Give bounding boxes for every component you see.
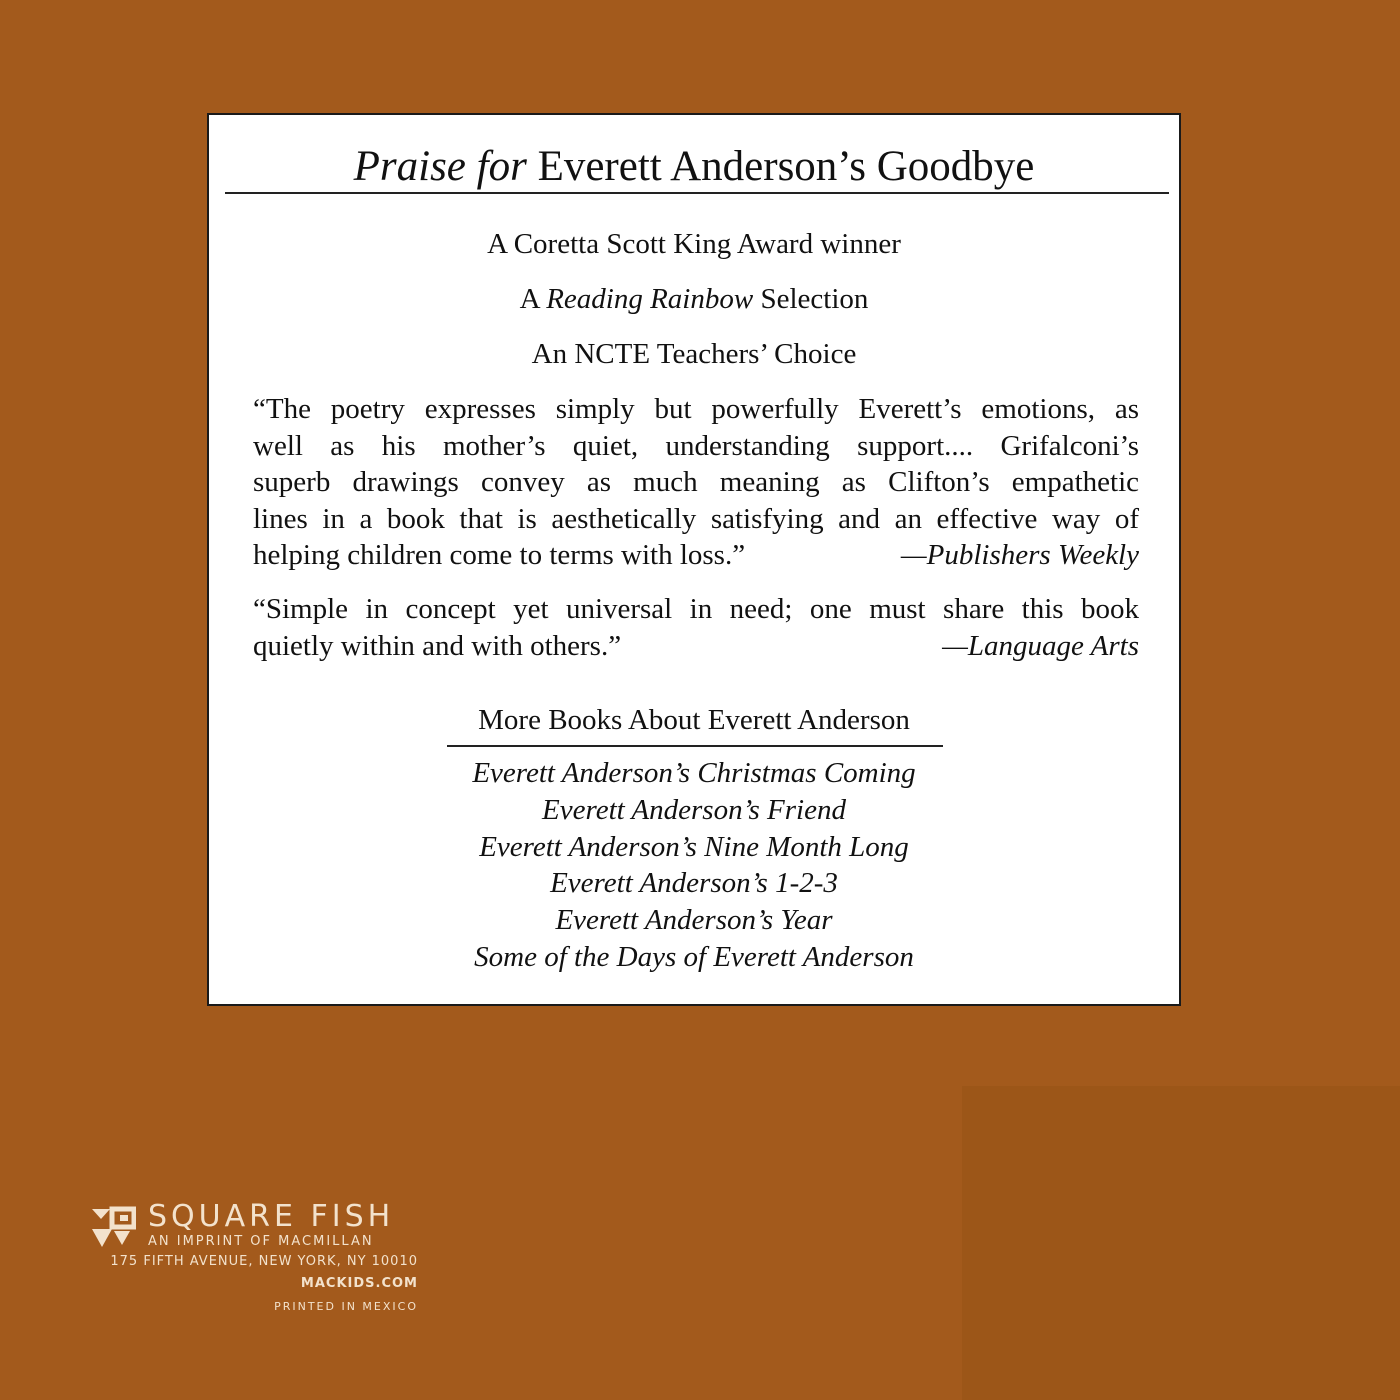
quote-publishers-weekly bbox=[253, 391, 1139, 574]
quote-last-line bbox=[253, 628, 1139, 665]
book-title: Everett Anderson’s Friend bbox=[542, 793, 846, 826]
quote-source: —Publishers Weekly bbox=[900, 539, 1139, 571]
award-italic: Reading Rainbow bbox=[546, 283, 754, 315]
quote-line: lines in a book that is aesthetically satisfying and an effective way of bbox=[253, 502, 1139, 535]
quote-line: “The poetry expresses simply but powerfully Everett’s emotions, as bbox=[253, 393, 1139, 425]
book-title: Some of the Days of Everett Anderson bbox=[474, 940, 914, 973]
award-text: An NCTE Teachers’ Choice bbox=[531, 338, 857, 370]
praise-panel bbox=[207, 113, 1181, 1006]
title-prefix: Praise for bbox=[353, 143, 527, 190]
more-books-divider bbox=[447, 745, 943, 747]
quote-last-line bbox=[253, 537, 1139, 574]
award-line-2 bbox=[209, 281, 1179, 317]
quote-line: superb drawings convey as much meaning as Clifton’s empathetic bbox=[253, 466, 1139, 498]
book-title: Everett Anderson’s 1-2-3 bbox=[550, 867, 838, 900]
more-books-heading: More Books About Everett Anderson bbox=[478, 704, 910, 736]
award-line-1 bbox=[209, 226, 1179, 262]
square-fish-logo-icon bbox=[90, 1205, 136, 1249]
book-title: Everett Anderson’s Year bbox=[555, 904, 833, 937]
publisher-website: MACKIDS.COM bbox=[300, 1276, 418, 1291]
more-books-list bbox=[209, 755, 1179, 976]
quote-language-arts bbox=[253, 591, 1139, 664]
quote-line: helping children come to terms with loss.” bbox=[253, 539, 746, 571]
quote-line: well as his mother’s quiet, understanding support.... Grifalconi’s bbox=[253, 429, 1139, 462]
award-text: A Coretta Scott King Award winner bbox=[487, 228, 901, 260]
quote-source: —Language Arts bbox=[942, 629, 1139, 662]
quote-line: quietly within and with others.” bbox=[253, 629, 622, 662]
panel-title bbox=[209, 141, 1179, 193]
title-book-name: Everett Anderson’s Goodbye bbox=[537, 143, 1035, 190]
title-divider bbox=[225, 192, 1169, 194]
publisher-name: SQUARE FISH bbox=[148, 1199, 395, 1234]
book-title: Everett Anderson’s Christmas Coming bbox=[472, 757, 916, 789]
printed-in: PRINTED IN MEXICO bbox=[274, 1300, 418, 1313]
publisher-address: 175 FIFTH AVENUE, NEW YORK, NY 10010 bbox=[110, 1254, 418, 1269]
background-shade bbox=[962, 1086, 1400, 1400]
book-title: Everett Anderson’s Nine Month Long bbox=[479, 830, 909, 863]
award-text: A bbox=[519, 283, 547, 315]
award-text-post: Selection bbox=[753, 283, 869, 315]
publisher-subtitle: AN IMPRINT OF MACMILLAN bbox=[148, 1234, 374, 1249]
award-line-3 bbox=[209, 336, 1179, 372]
quote-line: “Simple in concept yet universal in need; one must share this book bbox=[253, 593, 1139, 625]
